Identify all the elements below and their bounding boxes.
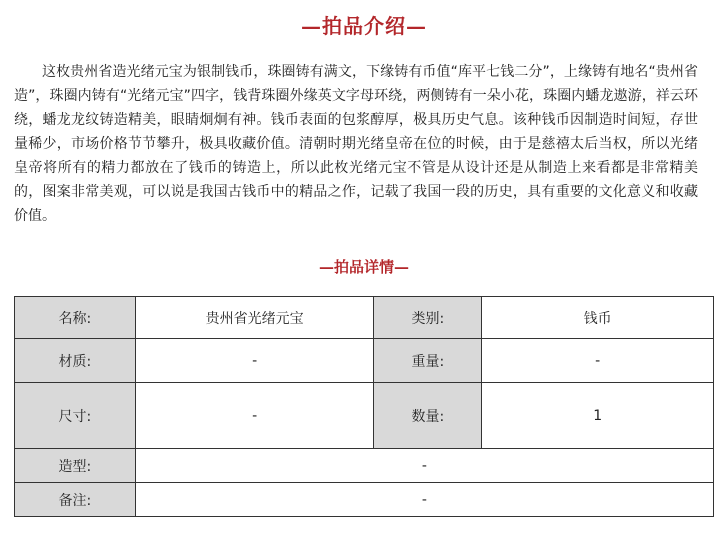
table-row — [15, 339, 714, 383]
material-label: 材质: — [15, 339, 136, 383]
category-value: 钱币 — [482, 297, 714, 339]
intro-description: 这枚贵州省造光绪元宝为银制钱币，珠圈铸有满文，下缘铸有币值“库平七钱二分”，上缘铸有地名“贵州省造”，珠圈内铸有“光绪元宝”四字，钱背珠圈外缘英文字母环绕，两侧铸有一朵小花，珠圈内蟠龙遨游，祥云环绕，蟠龙龙纹铸造精美，眼睛炯炯有神。钱币表面的包浆醇厚，极具历史气息。该种钱币因制造时间短，存世量稀少，市场价格节节攀升，极具收藏价值。清朝时期光绪皇帝在位的时候，由于是慈禧太后当权，所以光绪皇帝将所有的精力都放在了钱币的铸造上，所以此枚光绪元宝不管是从设计还是从制造上来看都是非常精美的，图案非常美观，可以说是我国古钱币中的精品之作，记载了我国一段的历史，具有重要的文化意义和收藏价值。 — [14, 64, 698, 224]
details-title: —拍品详情— — [318, 258, 409, 276]
material-value: - — [135, 339, 374, 383]
table-row — [15, 297, 714, 339]
quantity-value: 1 — [482, 383, 714, 449]
weight-label: 重量: — [374, 339, 482, 383]
name-value: 贵州省光绪元宝 — [135, 297, 374, 339]
note-label: 备注: — [15, 483, 136, 517]
details-table — [14, 296, 714, 517]
table-row — [15, 383, 714, 449]
size-value: - — [135, 383, 374, 449]
name-label: 名称: — [15, 297, 136, 339]
table-row — [15, 483, 714, 517]
weight-value: - — [482, 339, 714, 383]
shape-label: 造型: — [15, 449, 136, 483]
table-row — [15, 449, 714, 483]
category-label: 类别: — [374, 297, 482, 339]
note-value: - — [135, 483, 713, 517]
size-label: 尺寸: — [15, 383, 136, 449]
quantity-label: 数量: — [374, 383, 482, 449]
shape-value: - — [135, 449, 713, 483]
intro-title: —拍品介绍— — [301, 14, 427, 38]
